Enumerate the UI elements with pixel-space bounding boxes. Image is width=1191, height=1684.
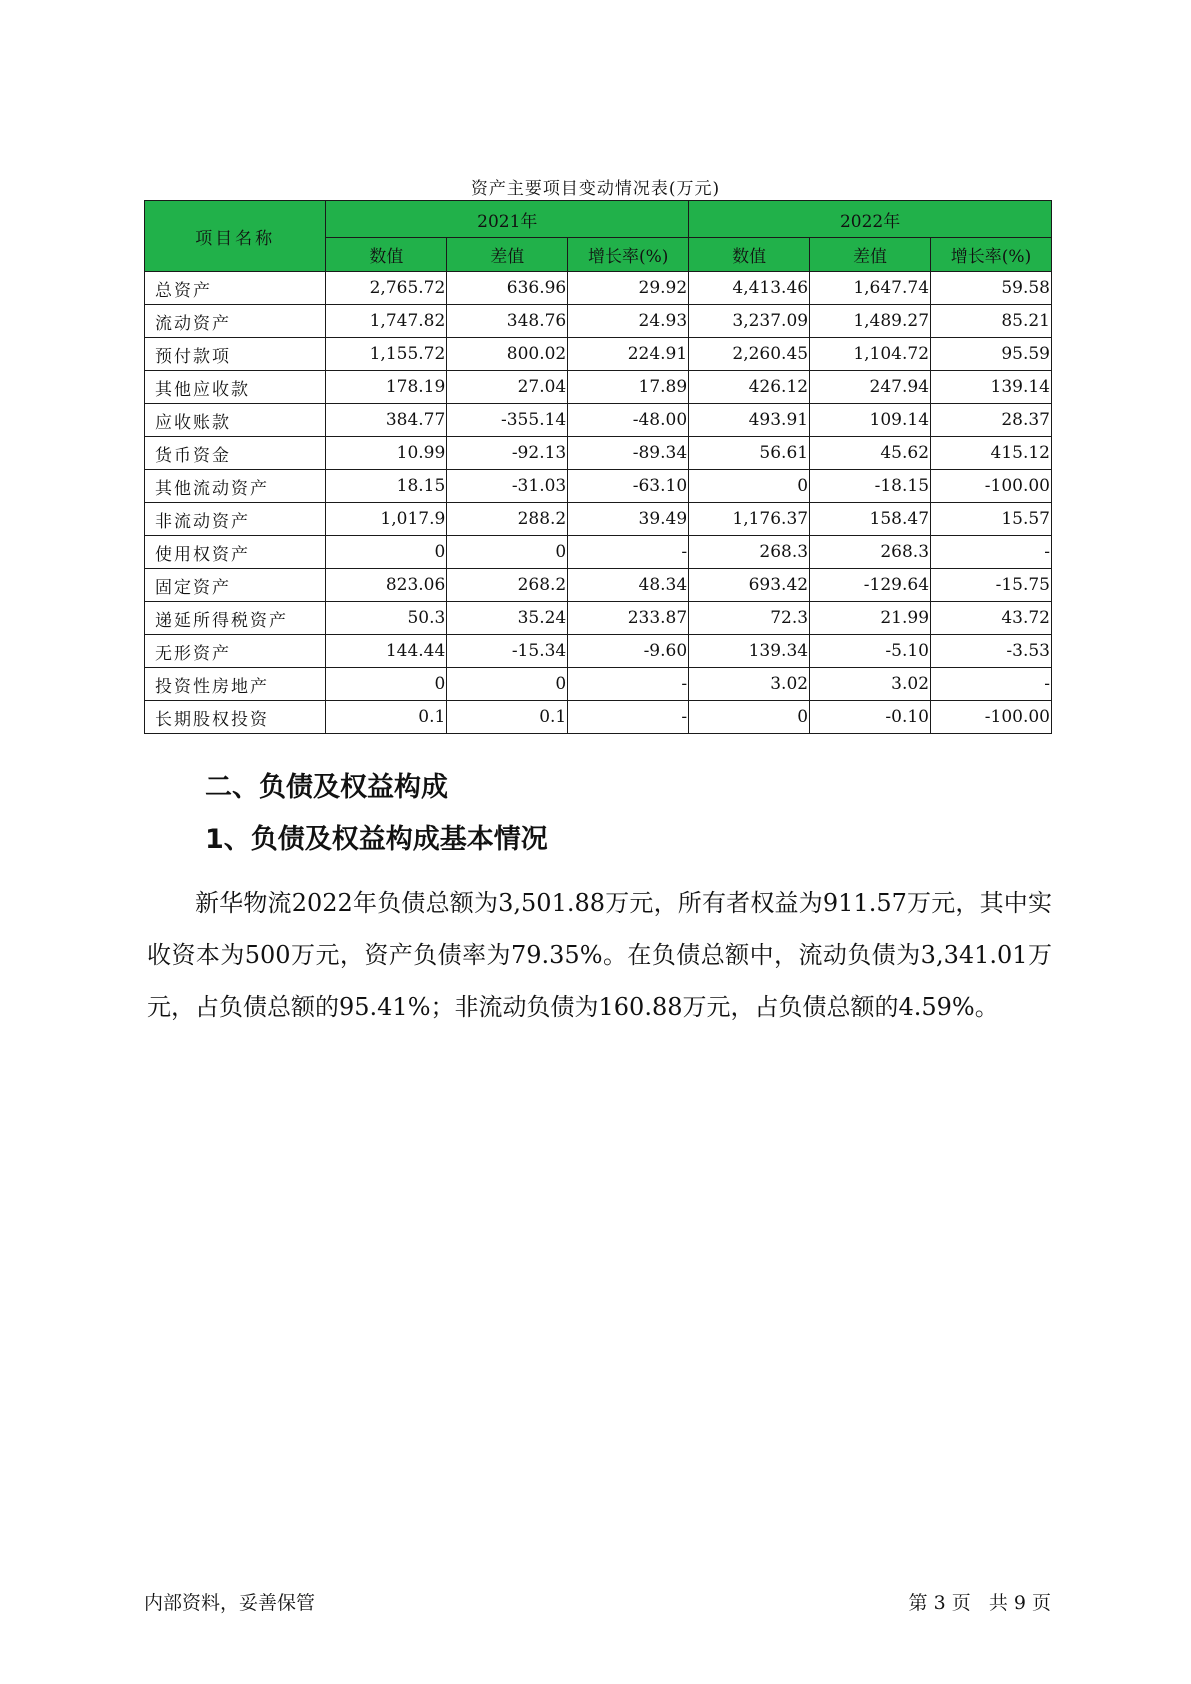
table-cell: -100.00	[931, 701, 1052, 734]
row-item-name: 固定资产	[145, 569, 326, 602]
table-row	[145, 569, 1052, 602]
row-item-name: 使用权资产	[145, 536, 326, 569]
table-cell: 823.06	[326, 569, 447, 602]
table-row	[145, 437, 1052, 470]
section-heading: 二、负债及权益构成	[205, 772, 448, 803]
header-year-2021: 2021年	[326, 201, 689, 238]
table-cell: 224.91	[568, 338, 689, 371]
table-cell: 268.2	[447, 569, 568, 602]
table-cell: 21.99	[810, 602, 931, 635]
table-cell: -3.53	[931, 635, 1052, 668]
table-cell: 39.49	[568, 503, 689, 536]
row-item-name: 总资产	[145, 272, 326, 305]
table-cell: 4,413.46	[689, 272, 810, 305]
subheader-growth: 增长率(%)	[931, 238, 1052, 272]
table-cell: -9.60	[568, 635, 689, 668]
table-row	[145, 272, 1052, 305]
table-cell: 493.91	[689, 404, 810, 437]
table-cell: 18.15	[326, 470, 447, 503]
table-body	[145, 272, 1052, 734]
footer-confidential-note: 内部资料，妥善保管	[144, 1592, 316, 1614]
table-cell: 1,647.74	[810, 272, 931, 305]
table-cell: 24.93	[568, 305, 689, 338]
table-cell: 27.04	[447, 371, 568, 404]
table-row	[145, 371, 1052, 404]
table-cell: 636.96	[447, 272, 568, 305]
table-cell: -	[931, 668, 1052, 701]
table-cell: -129.64	[810, 569, 931, 602]
table-cell: 3.02	[810, 668, 931, 701]
row-item-name: 预付款项	[145, 338, 326, 371]
table-cell: -100.00	[931, 470, 1052, 503]
asset-change-table	[144, 200, 1052, 734]
table-cell: 2,765.72	[326, 272, 447, 305]
table-cell: -92.13	[447, 437, 568, 470]
table-cell: -15.75	[931, 569, 1052, 602]
table-cell: 45.62	[810, 437, 931, 470]
header-year-2022: 2022年	[689, 201, 1052, 238]
table-row	[145, 305, 1052, 338]
subheader-value: 数值	[326, 238, 447, 272]
table-cell: 56.61	[689, 437, 810, 470]
table-cell: 178.19	[326, 371, 447, 404]
table-cell: 0.1	[326, 701, 447, 734]
table-cell: 693.42	[689, 569, 810, 602]
table-header-row	[145, 201, 1052, 238]
table-cell: 800.02	[447, 338, 568, 371]
table-cell: -	[568, 668, 689, 701]
table-cell: 268.3	[810, 536, 931, 569]
table-cell: 35.24	[447, 602, 568, 635]
subheader-diff: 差值	[810, 238, 931, 272]
table-cell: 384.77	[326, 404, 447, 437]
subheader-diff: 差值	[447, 238, 568, 272]
table-cell: 95.59	[931, 338, 1052, 371]
section-subheading: 1、负债及权益构成基本情况	[205, 824, 548, 855]
table-cell: 29.92	[568, 272, 689, 305]
table-row	[145, 602, 1052, 635]
table-cell: 158.47	[810, 503, 931, 536]
row-item-name: 长期股权投资	[145, 701, 326, 734]
table-cell: 1,017.9	[326, 503, 447, 536]
table-cell: 348.76	[447, 305, 568, 338]
row-item-name: 无形资产	[145, 635, 326, 668]
table-cell: -5.10	[810, 635, 931, 668]
row-item-name: 货币资金	[145, 437, 326, 470]
table-cell: -15.34	[447, 635, 568, 668]
footer-page-number: 第 3 页 共 9 页	[908, 1592, 1051, 1614]
table-cell: 233.87	[568, 602, 689, 635]
table-cell: 1,176.37	[689, 503, 810, 536]
table-cell: -31.03	[447, 470, 568, 503]
table-cell: 1,155.72	[326, 338, 447, 371]
subheader-value: 数值	[689, 238, 810, 272]
body-paragraph: 新华物流2022年负债总额为3,501.88万元，所有者权益为911.57万元，其中实收资本为500万元，资产负债率为79.35%。在负债总额中，流动负债为3,341.01万元，占负债总额的95.41%；非流动负债为160.88万元，占负债总额的4.59%。	[147, 889, 1052, 1021]
table-cell: -	[931, 536, 1052, 569]
row-item-name: 应收账款	[145, 404, 326, 437]
row-item-name: 流动资产	[145, 305, 326, 338]
table-cell: 2,260.45	[689, 338, 810, 371]
table-cell: -89.34	[568, 437, 689, 470]
table-cell: 144.44	[326, 635, 447, 668]
table-cell: 3,237.09	[689, 305, 810, 338]
table-cell: 0	[447, 536, 568, 569]
table-row	[145, 338, 1052, 371]
table-cell: 139.34	[689, 635, 810, 668]
table-cell: -	[568, 701, 689, 734]
table-cell: 0	[689, 470, 810, 503]
subheader-growth: 增长率(%)	[568, 238, 689, 272]
row-item-name: 投资性房地产	[145, 668, 326, 701]
row-item-name: 其他应收款	[145, 371, 326, 404]
table-row	[145, 536, 1052, 569]
table-cell: 0.1	[447, 701, 568, 734]
table-cell: 17.89	[568, 371, 689, 404]
table-cell: 268.3	[689, 536, 810, 569]
table-cell: 139.14	[931, 371, 1052, 404]
table-cell: 85.21	[931, 305, 1052, 338]
table-cell: 247.94	[810, 371, 931, 404]
table-cell: 1,747.82	[326, 305, 447, 338]
table-cell: 10.99	[326, 437, 447, 470]
row-item-name: 非流动资产	[145, 503, 326, 536]
header-item-name: 项目名称	[145, 201, 326, 272]
table-cell: -	[568, 536, 689, 569]
row-item-name: 递延所得税资产	[145, 602, 326, 635]
table-cell: 109.14	[810, 404, 931, 437]
table-row	[145, 404, 1052, 437]
table-cell: 48.34	[568, 569, 689, 602]
table-cell: 3.02	[689, 668, 810, 701]
table-row	[145, 470, 1052, 503]
table-row	[145, 668, 1052, 701]
table-cell: 59.58	[931, 272, 1052, 305]
table-cell: 415.12	[931, 437, 1052, 470]
table-cell: 15.57	[931, 503, 1052, 536]
table-cell: 1,104.72	[810, 338, 931, 371]
table-caption: 资产主要项目变动情况表(万元)	[470, 179, 721, 199]
table-cell: 72.3	[689, 602, 810, 635]
table-row	[145, 503, 1052, 536]
table-cell: 0	[326, 536, 447, 569]
table-cell: 426.12	[689, 371, 810, 404]
table-cell: -63.10	[568, 470, 689, 503]
table-cell: -48.00	[568, 404, 689, 437]
table-cell: 28.37	[931, 404, 1052, 437]
table-cell: 43.72	[931, 602, 1052, 635]
table-cell: 288.2	[447, 503, 568, 536]
table-cell: 50.3	[326, 602, 447, 635]
table-cell: -355.14	[447, 404, 568, 437]
table-cell: 1,489.27	[810, 305, 931, 338]
table-row	[145, 701, 1052, 734]
table-row	[145, 635, 1052, 668]
table-cell: -0.10	[810, 701, 931, 734]
row-item-name: 其他流动资产	[145, 470, 326, 503]
table-cell: -18.15	[810, 470, 931, 503]
table-cell: 0	[447, 668, 568, 701]
table-cell: 0	[689, 701, 810, 734]
table-cell: 0	[326, 668, 447, 701]
